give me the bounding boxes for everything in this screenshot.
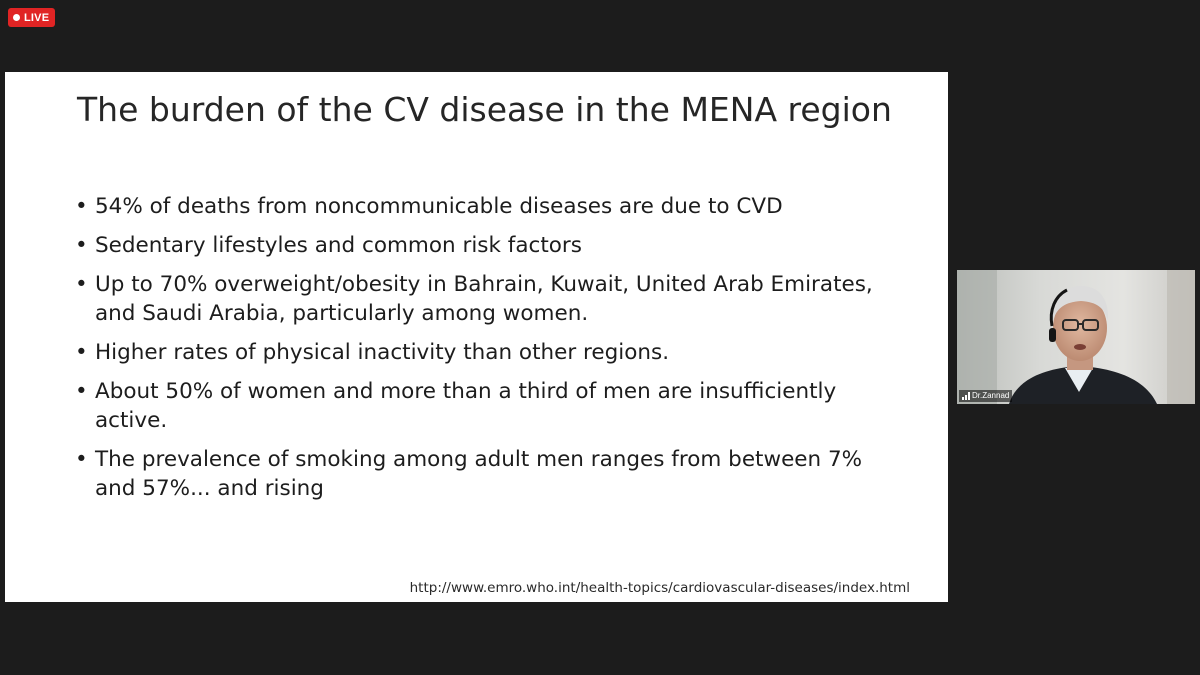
speaker-video-feed	[957, 270, 1195, 404]
participant-name: Dr.Zannad	[972, 391, 1010, 400]
presentation-slide	[5, 72, 948, 602]
live-badge-label: LIVE	[24, 11, 50, 24]
signal-bars-icon	[962, 392, 970, 400]
participant-name-label	[959, 390, 1012, 402]
speaker-webcam-tile[interactable]	[957, 270, 1195, 404]
slide-bullet: • Sedentary lifestyles and common risk factors	[75, 231, 895, 260]
slide-bullet: • Higher rates of physical inactivity than other regions.	[75, 338, 895, 367]
slide-bullet: • 54% of deaths from noncommunicable diseases are due to CVD	[75, 192, 895, 221]
slide-title: The burden of the CV disease in the MENA region	[77, 90, 892, 129]
slide-bullet: • The prevalence of smoking among adult men ranges from between 7% and 57%... and rising	[75, 445, 895, 503]
slide-bullet: • About 50% of women and more than a third of men are insufficiently active.	[75, 377, 895, 435]
live-badge	[8, 8, 55, 27]
slide-source-url: http://www.emro.who.int/health-topics/cardiovascular-diseases/index.html	[409, 580, 910, 596]
live-dot-icon	[13, 14, 20, 21]
slide-bullet: • Up to 70% overweight/obesity in Bahrain, Kuwait, United Arab Emirates, and Saudi Arabia, particularly among women.	[75, 270, 895, 328]
slide-bullet-list	[75, 192, 895, 513]
